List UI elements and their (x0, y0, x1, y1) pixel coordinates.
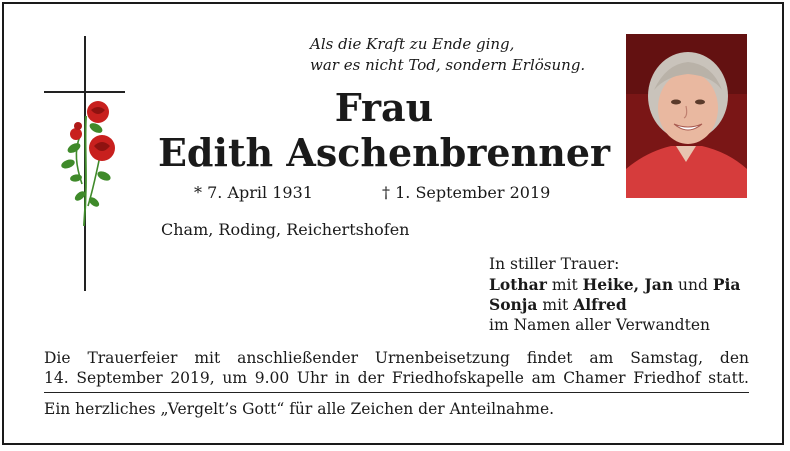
service-text-line-2: 14. September 2019, um 9.00 Uhr in der Friedhofskapelle am Chamer Friedhof statt. (44, 369, 749, 387)
death-date: † 1. September 2019 (382, 183, 551, 202)
mourners-line-1 (489, 275, 740, 296)
service-text-line-1: Die Trauerfeier mit anschließender Urnenbeisetzung findet am Samstag, den (44, 349, 749, 367)
mourner-name: Sonja (489, 295, 538, 314)
divider (44, 392, 749, 393)
birth-date: * 7. April 1931 (194, 183, 313, 202)
mourner-connector: mit (546, 275, 583, 294)
obituary-card (2, 2, 784, 445)
thanks-text: Ein herzliches „Vergelt’s Gott“ für alle Zeichen der Anteilnahme. (44, 400, 555, 418)
deceased-name: Edith Aschenbrenner (157, 130, 611, 175)
quote (310, 34, 585, 76)
salutation: Frau (334, 85, 434, 130)
mourner-name: Lothar (489, 274, 547, 294)
quote-line-2: war es nicht Tod, sondern Erlösung. (310, 56, 586, 74)
quote-line-1: Als die Kraft zu Ende ging, (310, 35, 515, 53)
mourner-name: Pia (712, 274, 741, 294)
mourners-line-2 (489, 295, 740, 316)
mourner-connector: mit (537, 296, 574, 314)
mourner-name: Alfred (573, 295, 627, 314)
mourner-connector: und (673, 275, 713, 294)
places: Cham, Roding, Reichertshofen (161, 220, 410, 239)
mourner-name: Heike, (582, 274, 640, 294)
portrait-image (626, 34, 747, 198)
mourners-intro: In stiller Trauer: (489, 255, 620, 273)
mourners-block (489, 255, 740, 335)
mourner-name: Jan (639, 274, 674, 294)
portrait-photo (626, 34, 747, 198)
mourners-closing: im Namen aller Verwandten (489, 315, 710, 334)
